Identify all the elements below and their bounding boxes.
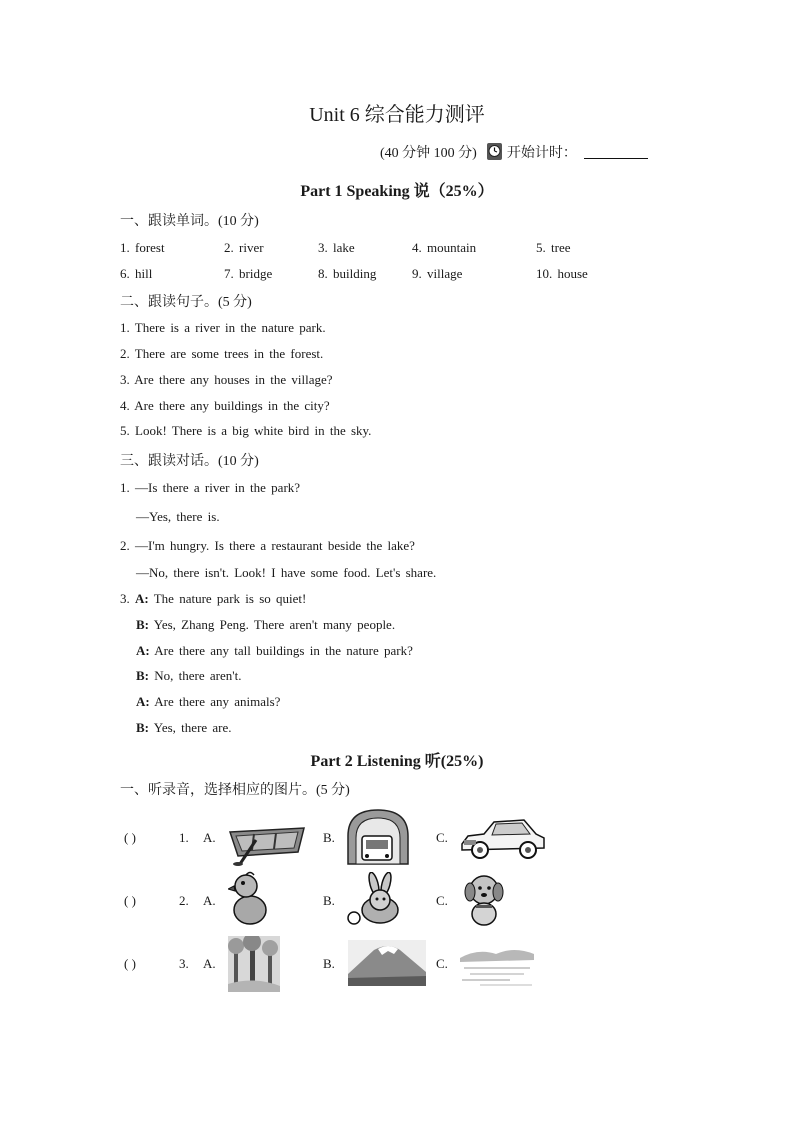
forest-image[interactable] — [228, 936, 280, 992]
time-score-info: (40 分钟 100 分) — [380, 146, 477, 161]
question-number: 2. — [179, 893, 189, 908]
dialogue-text: The nature park is so quiet! — [148, 591, 307, 606]
rabbit-image[interactable] — [344, 872, 410, 928]
option-letter: A. — [203, 893, 216, 908]
dialogue-line: 2. —I'm hungry. Is there a restaurant beside the lake? — [120, 538, 415, 553]
word-item: 3. lake — [318, 240, 355, 255]
lake-image[interactable] — [460, 944, 534, 988]
dialogue-line: —No, there isn't. Look! I have some food. Let's share. — [136, 565, 437, 580]
sentence-item: 1. There is a river in the nature park. — [120, 320, 326, 335]
word-item: 7. bridge — [224, 266, 273, 281]
clock-icon — [486, 142, 503, 161]
mountain-image[interactable] — [348, 940, 426, 986]
speaker-label: B: — [136, 668, 149, 683]
answer-paren[interactable]: ( ) — [124, 830, 136, 845]
word-item: 6. hill — [120, 266, 153, 281]
dialogue-line — [136, 694, 280, 710]
speaker-label: B: — [136, 617, 149, 632]
dialogue-line — [136, 617, 395, 633]
answer-paren[interactable]: ( ) — [124, 893, 136, 908]
option-letter: C. — [436, 956, 448, 971]
sentence-item: 2. There are some trees in the forest. — [120, 346, 324, 361]
word-item: 8. building — [318, 266, 377, 281]
option-letter: C. — [436, 893, 448, 908]
car-image[interactable] — [458, 814, 548, 864]
word-item: 10. house — [536, 266, 588, 281]
sentence-item: 4. Are there any buildings in the city? — [120, 398, 330, 413]
speaker-label: A: — [136, 694, 150, 709]
question-number: 3. — [179, 956, 189, 971]
part1-sec1-heading: 一、跟读单词。(10 分) — [120, 214, 259, 229]
dialogue-line — [136, 720, 232, 736]
dialogue-line: —Yes, there is. — [136, 509, 220, 524]
word-item: 5. tree — [536, 240, 571, 255]
answer-paren[interactable]: ( ) — [124, 956, 136, 971]
dialogue-line: 1. —Is there a river in the park? — [120, 480, 301, 495]
tunnel-image[interactable] — [346, 808, 410, 866]
dialogue-line — [136, 643, 413, 659]
duck-image[interactable] — [228, 870, 270, 928]
speaker-label: B: — [136, 720, 149, 735]
dialogue-text: Yes, there are. — [149, 720, 232, 735]
dialogue-line — [120, 591, 306, 607]
timer-blank[interactable] — [584, 144, 648, 159]
timing-line — [380, 142, 648, 162]
part1-sec2-heading: 二、跟读句子。(5 分) — [120, 295, 252, 310]
speaker-label: A: — [136, 643, 150, 658]
dog-image[interactable] — [460, 870, 506, 928]
word-item: 1. forest — [120, 240, 165, 255]
option-letter: B. — [323, 830, 335, 845]
option-letter: A. — [203, 956, 216, 971]
dialogue-line — [136, 668, 241, 684]
sentence-item: 3. Are there any houses in the village? — [120, 372, 333, 387]
boat-image[interactable] — [226, 812, 308, 866]
part1-sec3-heading: 三、跟读对话。(10 分) — [120, 454, 259, 469]
part1-heading: Part 1 Speaking 说（25%） — [300, 183, 494, 200]
dialogue-text: Yes, Zhang Peng. There aren't many people. — [149, 617, 396, 632]
page-title: Unit 6 综合能力测评 — [309, 104, 485, 126]
word-item: 9. village — [412, 266, 463, 281]
dialogue-text: No, there aren't. — [149, 668, 242, 683]
start-timer-label: 开始计时： — [506, 146, 577, 161]
option-letter: C. — [436, 830, 448, 845]
speaker-label: A: — [135, 591, 149, 606]
word-item: 4. mountain — [412, 240, 477, 255]
sentence-item: 5. Look! There is a big white bird in the sky. — [120, 423, 372, 438]
dialogue-text: Are there any tall buildings in the nature park? — [149, 643, 413, 658]
word-item: 2. river — [224, 240, 264, 255]
part2-heading: Part 2 Listening 听(25%) — [310, 753, 484, 770]
option-letter: B. — [323, 956, 335, 971]
option-letter: A. — [203, 830, 216, 845]
option-letter: B. — [323, 893, 335, 908]
question-number: 1. — [179, 830, 189, 845]
dialogue-text: Are there any animals? — [149, 694, 281, 709]
dialogue-number: 3. — [120, 591, 130, 606]
part2-sec1-heading: 一、听录音，选择相应的图片。(5 分) — [120, 783, 350, 798]
